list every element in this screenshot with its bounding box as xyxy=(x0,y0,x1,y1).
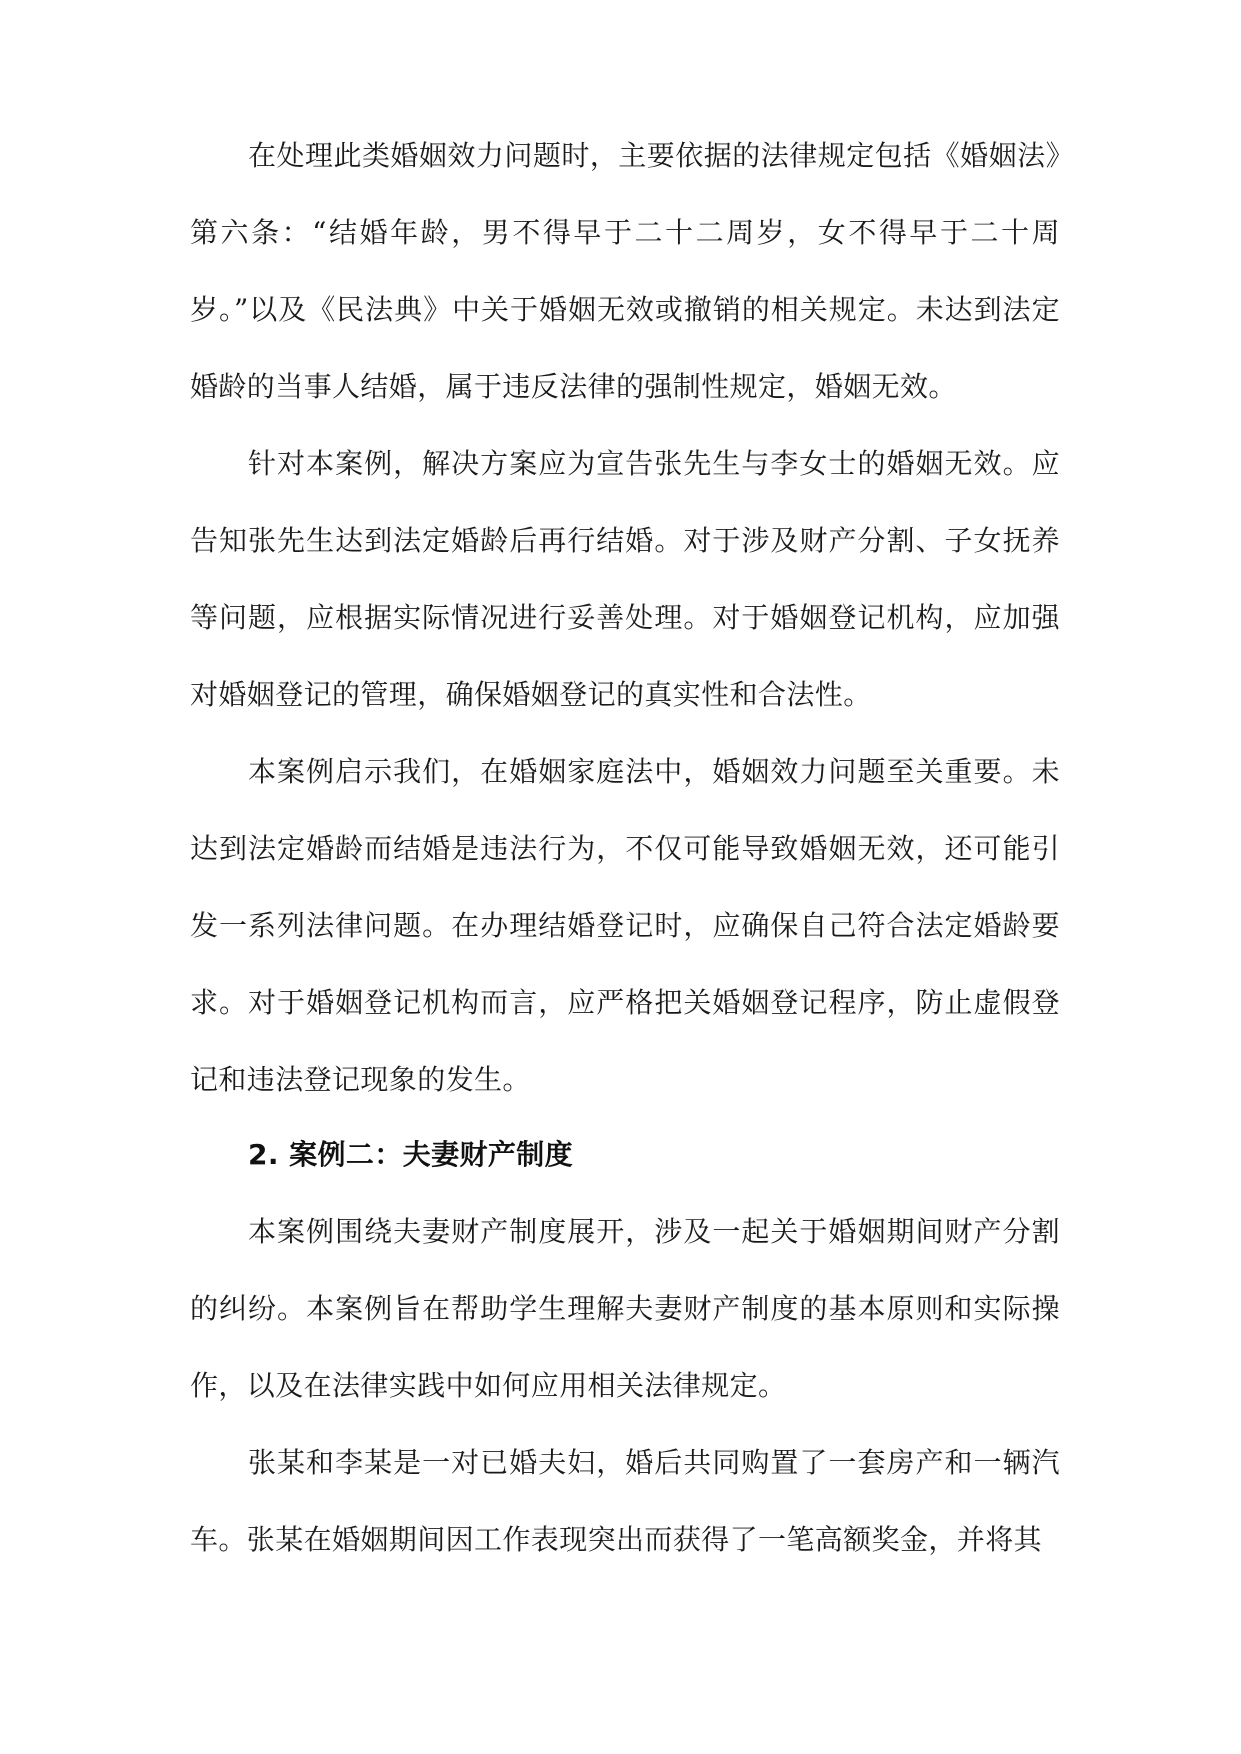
paragraph-case-two-intro: 本案例围绕夫妻财产制度展开，涉及一起关于婚姻期间财产分割的纠纷。本案例旨在帮助学生理解夫妻财产制度的基本原则和实际操作，以及在法律实践中如何应用相关法律规定。 xyxy=(190,1215,1060,1402)
paragraph-case-insight: 本案例启示我们，在婚姻家庭法中，婚姻效力问题至关重要。未达到法定婚龄而结婚是违法行为，不仅可能导致婚姻无效，还可能引发一系列法律问题。在办理结婚登记时，应确保自己符合法定婚龄要求。对于婚姻登记机构而言，应严格把关婚姻登记程序，防止虚假登记和违法登记现象的发生。 xyxy=(190,755,1060,1096)
paragraph-case-two-facts: 张某和李某是一对已婚夫妇，婚后共同购置了一套房产和一辆汽车。张某在婚姻期间因工作表现突出而获得了一笔高额奖金，并将其 xyxy=(190,1446,1060,1556)
section-heading-case-two: 2. 案例二：夫妻财产制度 xyxy=(248,1138,574,1171)
paragraph-case-solution: 针对本案例，解决方案应为宣告张先生与李女士的婚姻无效。应告知张先生达到法定婚龄后再行结婚。对于涉及财产分割、子女抚养等问题，应根据实际情况进行妥善处理。对于婚姻登记机构，应加强对婚姻登记的管理，确保婚姻登记的真实性和合法性。 xyxy=(190,447,1060,711)
paragraph-marriage-validity-law: 在处理此类婚姻效力问题时，主要依据的法律规定包括《婚姻法》第六条：“结婚年龄，男不得早于二十二周岁，女不得早于二十周岁。”以及《民法典》中关于婚姻无效或撤销的相关规定。未达到法定婚龄的当事人结婚，属于违反法律的强制性规定，婚姻无效。 xyxy=(190,139,1060,403)
